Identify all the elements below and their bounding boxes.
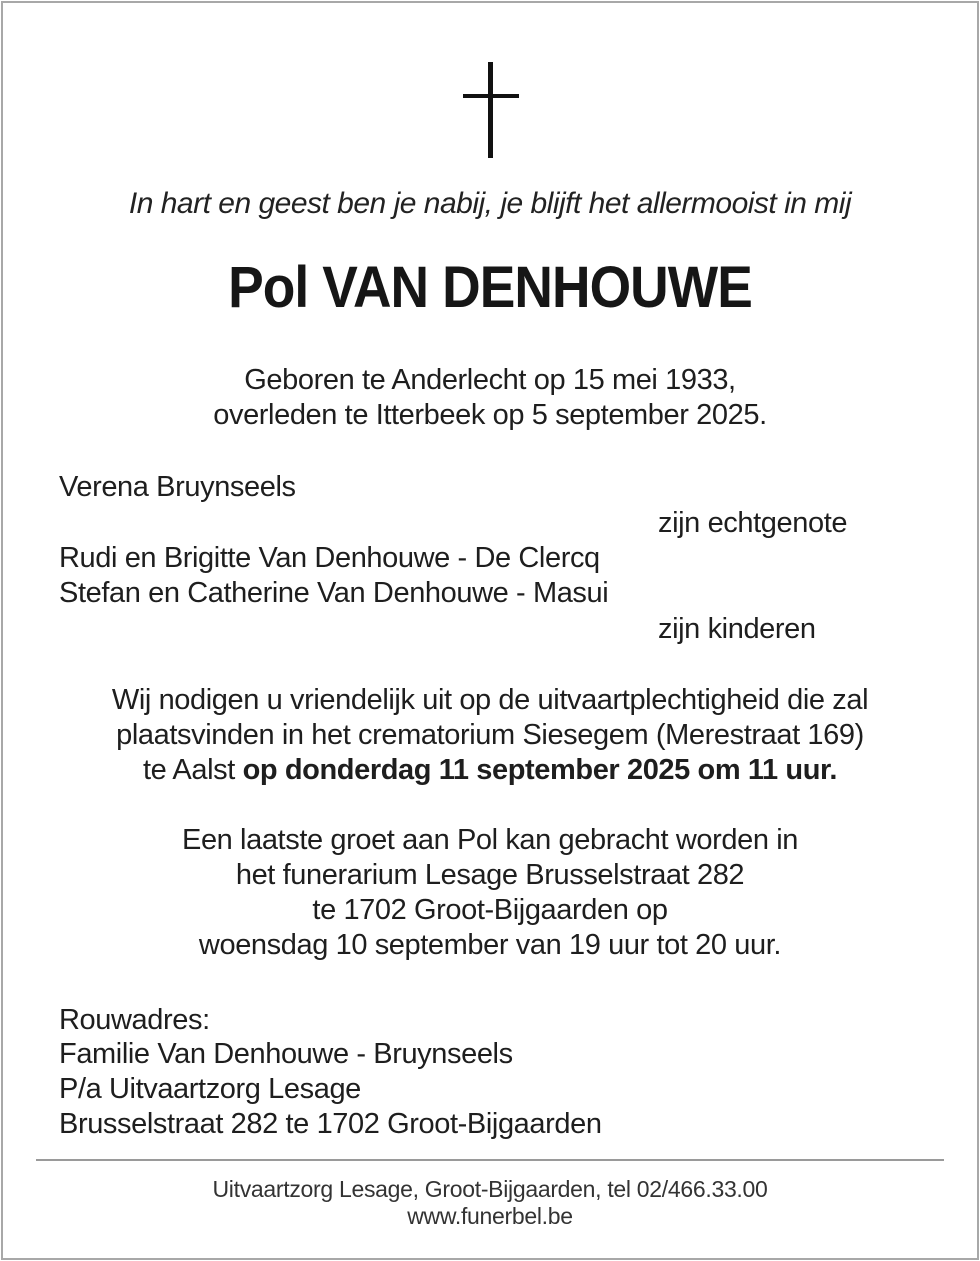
farewell-block [0,823,980,963]
address-heading: Rouwadres: [59,1004,210,1036]
address-care-of: P/a Uitvaartzorg Lesage [59,1073,361,1105]
child-family-1: Rudi en Brigitte Van Denhouwe - De Clercq [59,542,600,574]
invitation-line-2: plaatsvinden in het crematorium Siesegem (Merestraat 169) [116,719,864,751]
invitation-block [0,683,980,788]
address-family: Familie Van Denhouwe - Bruynseels [59,1038,513,1070]
deceased-name: Pol VAN DENHOUWE [228,255,752,320]
birth-line: Geboren te Anderlecht op 15 mei 1933, [244,364,736,396]
invitation-line-1: Wij nodigen u vriendelijk uit op de uitvaartplechtigheid die zal [111,684,869,716]
footer [0,1176,980,1230]
death-line: overleden te Itterbeek op 5 september 2025. [213,399,767,431]
farewell-line-4: woensdag 10 september van 19 uur tot 20 uur. [198,929,782,961]
invitation-location: te Aalst [142,754,243,786]
spouse-role: zijn echtgenote [658,507,848,539]
footer-website-link[interactable]: www.funerbel.be [407,1203,573,1229]
ceremony-date-time: op donderdag 11 september 2025 om 11 uur. [242,754,837,786]
farewell-line-1: Een laatste groet aan Pol kan gebracht worden in [182,824,798,856]
footer-divider [36,1159,944,1161]
child-family-2: Stefan en Catherine Van Denhouwe - Masui [59,577,609,609]
birth-death-block [0,363,980,433]
spouse-name: Verena Bruynseels [59,471,296,503]
address-street: Brusselstraat 282 te 1702 Groot-Bijgaarden [59,1108,602,1140]
memorial-quote: In hart en geest ben je nabij, je blijft het allermooist in mij [128,187,852,220]
footer-funeral-home: Uitvaartzorg Lesage, Groot-Bijgaarden, tel 02/466.33.00 [212,1176,768,1202]
farewell-line-3: te 1702 Groot-Bijgaarden op [312,894,668,926]
children-role: zijn kinderen [658,613,816,645]
invitation-line-3 [0,753,980,788]
farewell-line-2: het funerarium Lesage Brusselstraat 282 [235,859,745,891]
cross-icon [463,62,519,158]
